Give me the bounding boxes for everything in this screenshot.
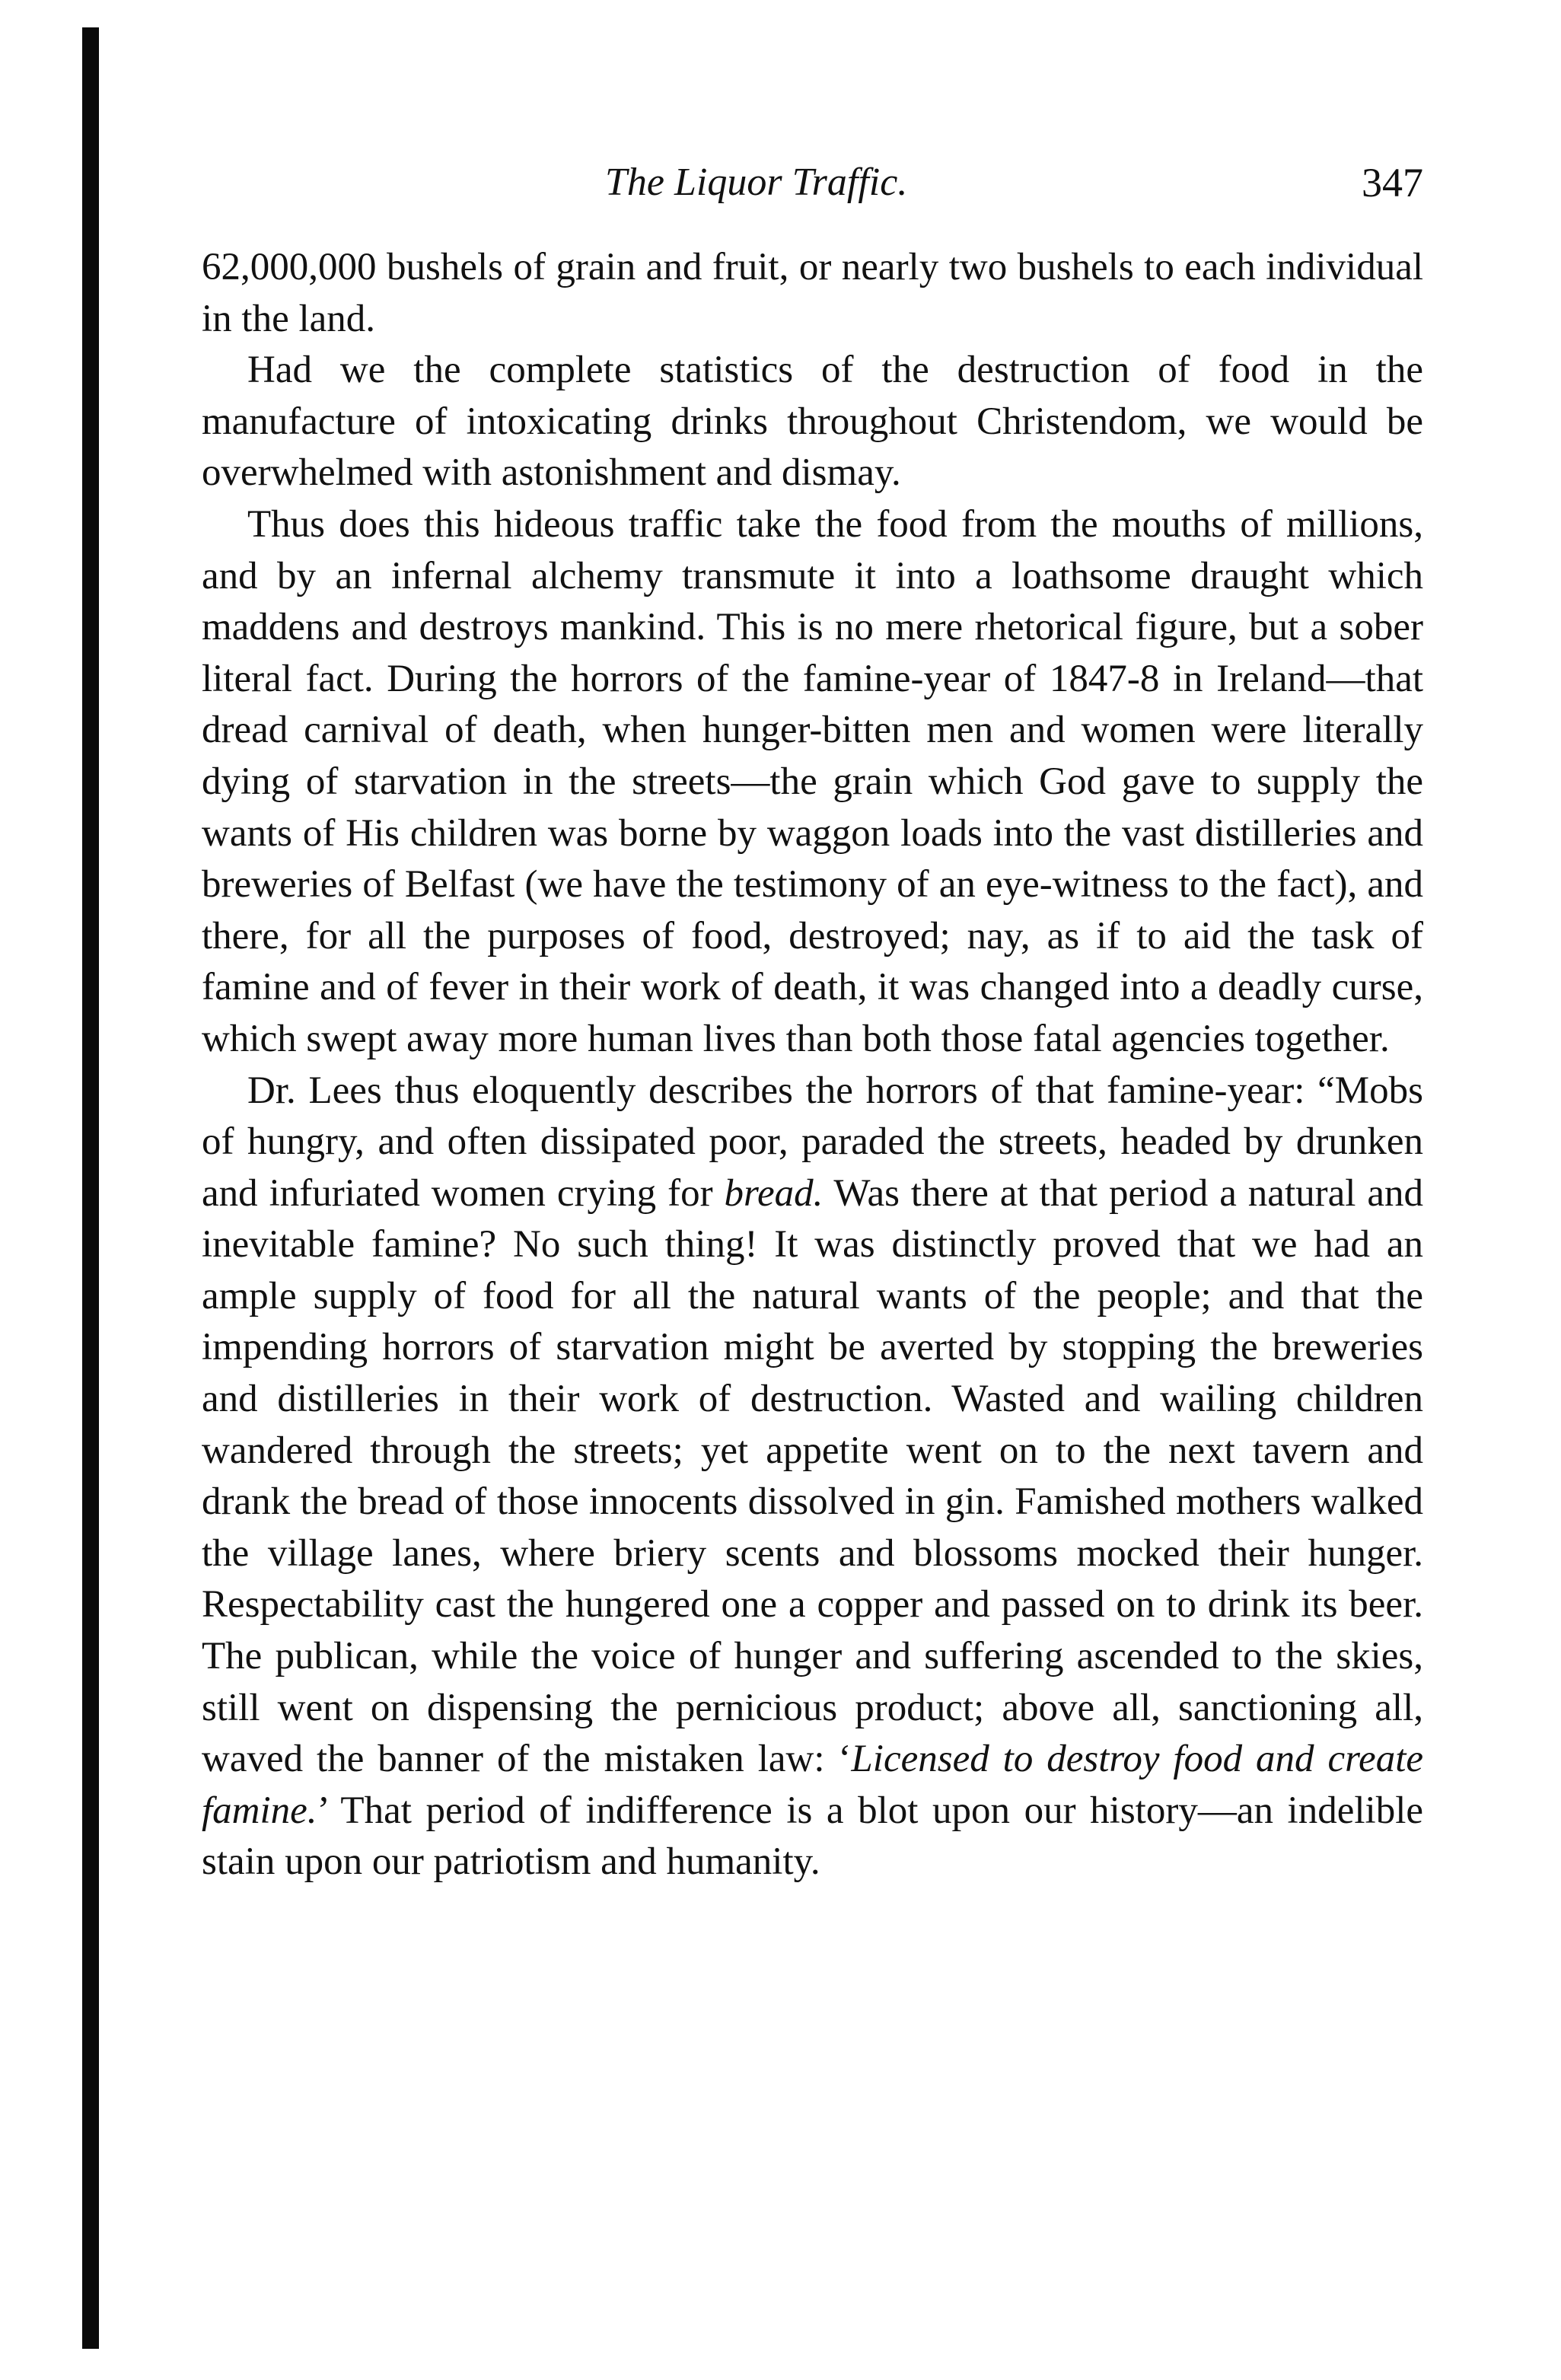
text-run: ’ That period of indifference is a blot upon our history—an indelible stain upon our patriotism and humanity. — [202, 1789, 1423, 1884]
italic-run: bread. — [724, 1171, 824, 1215]
paragraph — [202, 499, 1423, 1066]
text-run: Was there at that period a natural and inevitable famine? No such thing! It was distinctly proved that we had an ample supply of food for all the natural wants of the people; and that the impending horrors of starvation might be averted by stopping the breweries and distilleries in their work of destruction. Wasted and wailing children wandered through the streets; yet appetite went on to the next tavern and drank the bread of those innocents dissolved in gin. Famished mothers walked the village lanes, where briery scents and blossoms mocked their hunger. Respectability cast the hungered one a copper and passed on to drink its beer. The publican, while the voice of hunger and suffering ascended to the skies, still went on dispensing the pernicious product; above all, sanctioning all, waved the banner of the mistaken law: ‘ — [202, 1171, 1423, 1781]
text-run: 62,000,000 bushels of grain and fruit, or nearly two bushels to each individual in the land. — [202, 246, 1423, 340]
paragraph — [202, 345, 1423, 499]
page-header — [202, 156, 1423, 209]
text-run: Dr. Lees thus eloquently describes the horrors of that famine-year: “Mobs of hungry, and often dissipated poor, paraded the streets, headed by drunken and infuriated women crying for — [202, 1069, 1423, 1215]
italic-run: Licensed to destroy food and create famine. — [202, 1738, 1424, 1832]
text-run: Thus does this hideous traffic take the food from the mouths of millions, and by an infernal alchemy transmute it into a loathsome draught which maddens and destroys mankind. This is no mere rhetorical figure, but a sober literal fact. During the horrors of the famine-year of 1847-8 in Ireland—that dread carnival of death, when hunger-bitten men and women were literally dying of starvation in the streets—the grain which God gave to supply the wants of His children was borne by waggon loads into the vast distilleries and breweries of Belfast (we have the testimony of an eye-witness to the fact), and there, for all the purposes of food, destroyed; nay, as if to aid the task of famine and of fever in their work of death, it was changed into a deadly curse, which swept away more human lives than both those fatal agencies together. — [202, 502, 1423, 1060]
text-run: Had we the complete statistics of the destruction of food in the manufacture of intoxicating drinks throughout Christendom, we would be overwhelmed with astonishment and dismay. — [202, 349, 1423, 495]
running-title: The Liquor Traffic. — [605, 161, 908, 204]
page-number: 347 — [1362, 160, 1423, 206]
paragraph — [202, 1066, 1423, 1889]
body-text — [202, 242, 1423, 1888]
paragraph — [202, 242, 1423, 345]
binding-edge — [82, 27, 99, 2349]
